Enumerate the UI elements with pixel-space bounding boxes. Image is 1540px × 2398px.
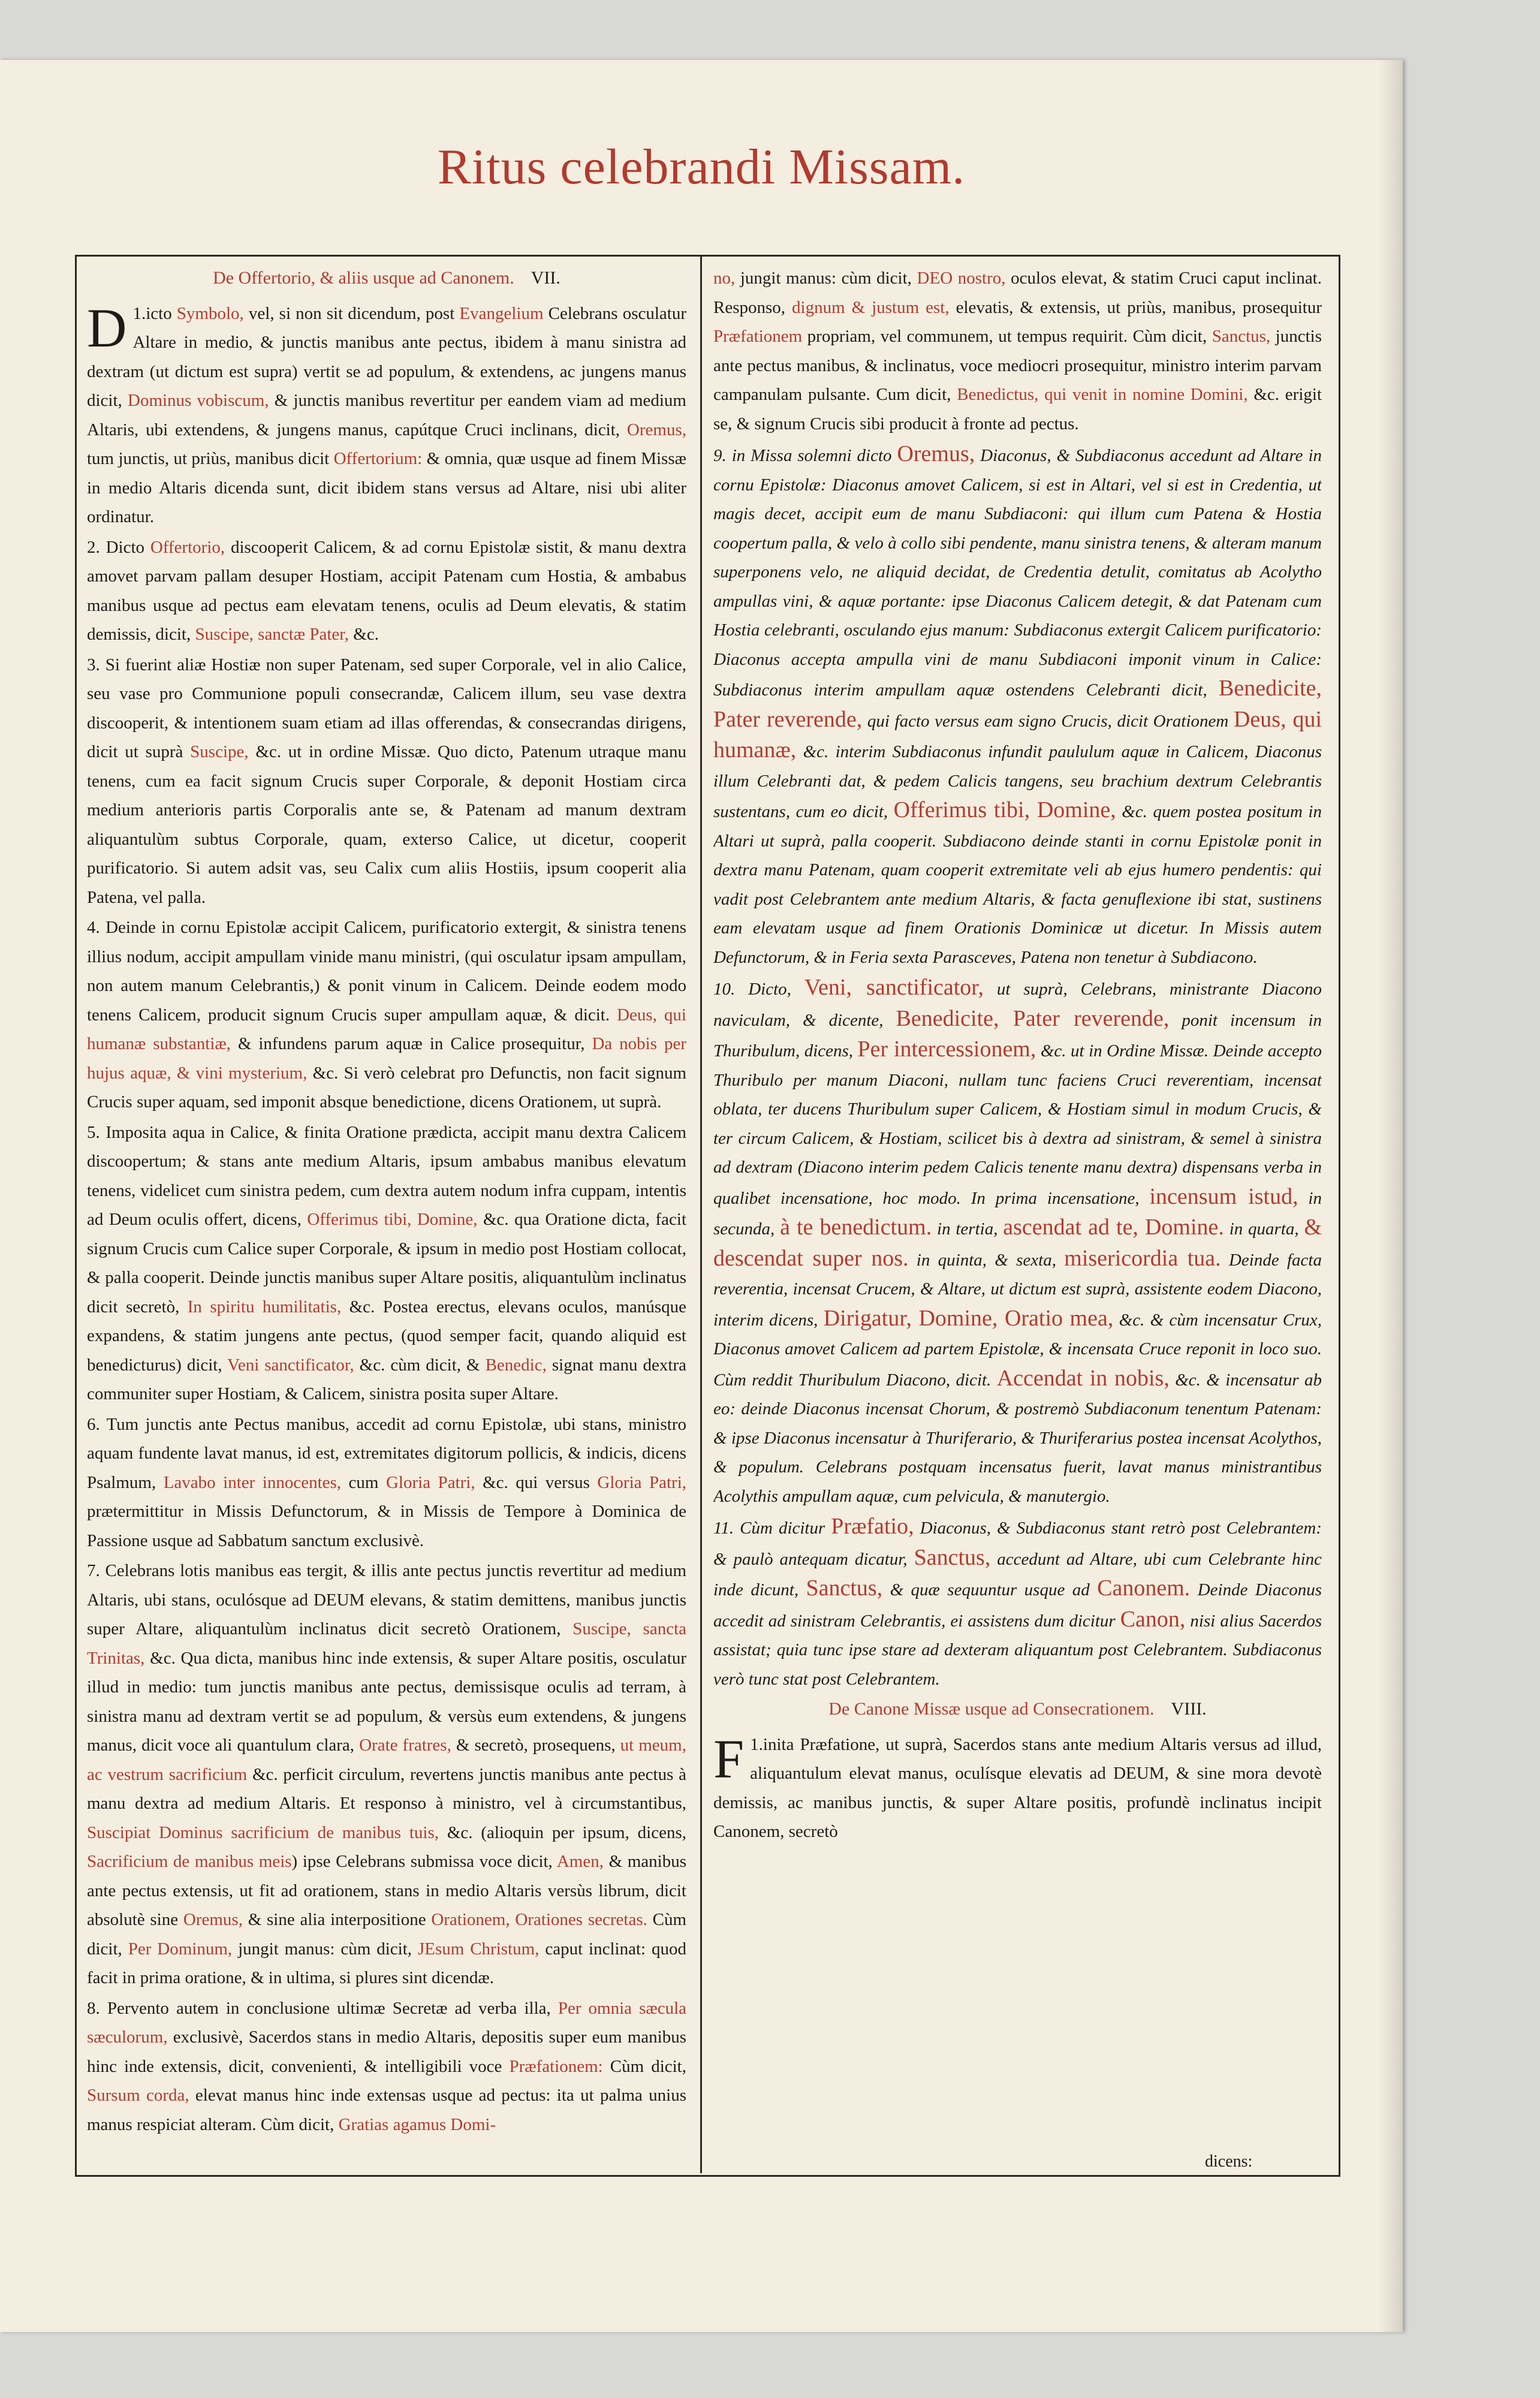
rubric: Oremus, <box>626 420 686 439</box>
paragraph-11: 11. Cùm dicitur Præfatio, Diaconus, & Subdiaconus stant retrò post Celebrantem: & paulò antequam dicatur, Sanctus, accedunt ad Altare, ubi cum Celebrante hinc inde dicunt, Sanctus, & quæ sequuntur usque ad Canonem. Deinde Diaconus accedit ad sinistram Celebrantis, ei assistens dum dicitur Canon, nisi alius Sacerdos assistat; quia tunc ipse stare ad dexteram aliquantum post Celebrantem. Subdiaconus verò tunc stat post Celebrantem. <box>713 1514 1322 1689</box>
rubric: Offerimus tibi, Domine, <box>893 797 1116 823</box>
rubric: Suscipe, sanctæ Pater, <box>195 625 349 644</box>
rubric: In spiritu humilitatis, <box>187 1297 342 1317</box>
rubric: Benedicite, Pater reverende, <box>896 1005 1170 1031</box>
paragraph-number: 1. <box>750 1734 763 1754</box>
section-number: VII. <box>531 268 560 288</box>
rubric: & descendat super nos. <box>713 1215 1322 1271</box>
rubric: Deus, qui humanæ, <box>713 706 1322 763</box>
rubric: Orate fratres, <box>359 1736 451 1755</box>
rubric: Oremus, <box>183 1910 243 1929</box>
right-column <box>713 264 1322 2164</box>
rubric: Evangelium <box>459 303 544 323</box>
rubric: Offertorio, <box>150 537 225 557</box>
catchword: dicens: <box>1205 2152 1253 2171</box>
rubric: Veni sanctificator, <box>227 1355 354 1375</box>
rubric: à te benedictum. <box>780 1215 932 1240</box>
rubric: Præfationem <box>713 327 803 346</box>
rubric: Orationes secretas. <box>515 1910 647 1929</box>
rubric: DEO nostro, <box>917 269 1006 288</box>
paragraph-number: 3. <box>87 655 100 674</box>
rubric: Dirigatur, Domine, Oratio mea, <box>823 1305 1114 1331</box>
section-heading-viii <box>713 1695 1322 1724</box>
rubric: Suscipe, <box>190 742 249 761</box>
paragraph-number: 8. <box>87 1998 100 2018</box>
rubric: Da nobis per hujus aquæ, & vini mysterium, <box>87 1034 686 1083</box>
paragraph-9: 9. in Missa solemni dicto Oremus, Diaconus, & Subdiaconus accedunt ad Altare in cornu Epistolæ: Diaconus amovet Calicem, si est in Altari, vel si est in Credentia, ut magis decet, accipit eum de manu Subdiaconi: qui illum cum Patena & Hostia coopertum palla, & velo à collo sibi pendente, manu sinistra tenens, & alteram manum superponens velo, ne aliquid decidat, de Credentia detulit, comitatus ab Acolytho ampullas vini, & aquæ portante: ipse Diaconus Calicem detegit, & dat Patenam cum Hostia celebranti, osculando ejus manum: Subdiaconus extergit Calicem purificatorio: Diaconus accepta ampulla vini de manu Subdiaconi imponit vinum in Calice: Subdiaconus interim ampullam aquæ ostendens Celebranti dicit, Benedicite, Pater reverende, qui facto versus eam signo Crucis, dicit Orationem Deus, qui humanæ, &c. interim Subdiaconus infundit paululum aquæ in Calicem, Diaconus illum Celebranti dat, & pedem Calicis tangens, seu brachium dextrum Celebrantis sustentans, cum eo dicit, Offerimus tibi, Domine, &c. quem postea positum in Altari ut suprà, palla cooperit. Subdiacono deinde stanti in cornu Epistolæ ponit in dextra manu Patenam, quam cooperit extremitate veli ab ejus humero pendentis: qui vadit post Celebrantem ante medium Altaris, & facta genuflexione ibi stat, sustinens eam elevatam usque ad finem Orationis Dominicæ ut dicetur. In Missis autem Defunctorum, & in Feria sexta Parasceves, Patena non tenetur à Subdiacono. <box>713 441 1322 967</box>
paragraph-6: 6. Tum junctis ante Pectus manibus, accedit ad cornu Epistolæ, ubi stans, ministro aquam fundente lavat manus, id est, extremitates digitorum pollicis, & indicis, dicens Psalmum, Lavabo inter innocentes, cum Gloria Patri, &c. qui versus Gloria Patri, prætermittitur in Missis Defunctorum, & in Missis de Tempore à Dominica de Passione usque ad Sabbatum sanctum exclusivè. <box>87 1414 686 1550</box>
paragraph-number: 6. <box>87 1414 100 1434</box>
paragraph-5: 5. Imposita aqua in Calice, & finita Oratione prædicta, accipit manu dextra Calicem discoopertum; & stans ante medium Altaris, ipsum ambabus manibus elevatum tenens, videlicet cum sinistra pedem, cum dextra autem nodum infra cuppam, intentis ad Deum oculis offert, dicens, Offerimus tibi, Domine, &c. qua Oratione dicta, facit signum Crucis cum Calice super Corporale, & ipsum in medio post Hostiam collocat, & palla cooperit. Deinde junctis manibus super Altare positis, aliquantulùm inclinatus dicit secretò, In spiritu humilitatis, &c. Postea erectus, elevans oculos, manúsque expandens, & statim jungens ante pectus, (quod semper facit, quando aliquid est benedicturus) dicit, Veni sanctificator, &c. cùm dicit, & Benedic, signat manu dextra communiter super Hostiam, & Calicem, sinistra posita super Altare. <box>87 1122 686 1403</box>
paragraph-10: 10. Dicto, Veni, sanctificator, ut suprà, Celebrans, ministrante Diacono naviculam, & dicente, Benedicite, Pater reverende, ponit incensum in Thuribulum, dicens, Per intercessionem, &c. ut in Ordine Missæ. Deinde accepto Thuribulo per manum Diaconi, nullam tunc faciens Cruci reverentiam, incensat oblata, ter ducens Thuribulum super Calicem, & Hostiam simul in modum Crucis, & ter circum Calicem, & Hostiam, scilicet bis à dextra ad sinistram, & semel à sinistra ad dextram (Diacono interim pedem Calicis tenente manu dextra) dispensans verba in qualibet incensatione, hoc modo. In prima incensatione, incensum istud, in secunda, à te benedictum. in tertia, ascendat ad te, Domine. in quarta, & descendat super nos. in quinta, & sexta, misericordia tua. Deinde facta reverentia, incensat Crucem, & Altare, ut dictum est suprà, assistente eodem Diacono, interim dicens, Dirigatur, Domine, Oratio mea, &c. & cùm incensatur Crux, Diaconus amovet Calicem ad partem Epistolæ, & incensata Cruce reponit in loco suo. Cùm reddit Thuribulum Diacono, dicit. Accendat in nobis, &c. & incensatur ab eo: deinde Diaconus incensat Chorum, & postremò Subdiaconum tenentum Patenam: & ipse Diaconus incensatur à Thuriferario, & Thuriferarius postea incensat Acolythos, & populum. Celebrans postquam incensatus fuerit, lavat manus ministrantibus Acolythis ampullam aquæ, cum pelvicula, & manutergio. <box>713 975 1322 1506</box>
rubric: Gloria Patri, <box>385 1472 475 1492</box>
rubric: misericordia tua. <box>1064 1245 1221 1271</box>
rubric: Præfatio, <box>831 1514 914 1539</box>
rubric: Canonem. <box>1097 1575 1191 1601</box>
running-head: Ritus celebrandi Missam. <box>437 139 966 195</box>
paragraph-number: 11. <box>713 1519 734 1538</box>
paragraph-number: 10. <box>713 980 736 999</box>
paragraph-4: 4. Deinde in cornu Epistolæ accipit Calicem, purificatorio extergit, & sinistra tenens illius nodum, accipit ampullam vinide manu ministri, (qui osculatur ipsam ampullam, non autem manum Celebrantis,) & ponit vinum in Calicem. Deinde eodem modo tenens Calicem, producit signum Crucis super ampullam aquæ, & dicit. Deus, qui humanæ substantiæ, & infundens parum aquæ in Calice prosequitur, Da nobis per hujus aquæ, & vini mysterium, &c. Si verò celebrat pro Defunctis, non facit signum Crucis super aquam, sed imponit absque benedictione, dicens Orationem, ut suprà. <box>87 918 686 1111</box>
rubric: Deus, qui humanæ substantiæ, <box>87 1005 686 1053</box>
rubric: Sacrificium de manibus meis <box>87 1852 292 1871</box>
rubric: Per intercessionem, <box>857 1037 1036 1062</box>
rubric: Symbolo, <box>176 303 244 323</box>
paragraph-1: 1. D icto Symbolo, vel, si non sit dicendum, post Evangelium Celebrans osculatur Altare in medio, & junctis manibus ante pectus, ibidem à manu sinistra ad dextram (ut dictum est supra) vertit se ad populum, & extendens, ac jungens manus dicit, Dominus vobiscum, & junctis manibus revertitur per eandem viam ad medium Altaris, ubi extendens, & jungens manus, capútque Cruci inclinans, dicit, Oremus, tum junctis, ut priùs, manibus dicit Offertorium: & omnia, quæ usque ad finem Missæ in medio Altaris dicenda sunt, dicit ibidem stans versus ad Altare, nisi ubi aliter ordinatur. <box>87 297 686 526</box>
drop-cap-initial: D <box>87 297 127 359</box>
paragraph-8: 8. Pervento autem in conclusione ultimæ Secretæ ad verba illa, Per omnia sæcula sæculorum, exclusivè, Sacerdos stans in medio Altaris, depositis super eum manibus hinc inde extensis, dicit, convenienti, & intelligibili voce Præfationem: Cùm dicit, Sursum corda, elevat manus hinc inde extensas usque ad pectus: ita ut palma unius manus respiciat alteram. Cùm dicit, Gratias agamus Domi- <box>87 1998 686 2134</box>
section-heading-vii <box>87 264 686 293</box>
paragraph-number: 1. <box>132 303 146 323</box>
rubric: Gloria Patri, <box>597 1472 686 1492</box>
rubric: Offerimus tibi, Domine, <box>307 1210 478 1229</box>
paragraph-number: 9. <box>713 446 727 465</box>
paragraph-7: 7. Celebrans lotis manibus eas tergit, & illis ante pectus junctis revertitur ad medium Altaris, ubi stans, oculósque ad DEUM elevans, & statim demittens, manibus junctis super Altare, aliquantulùm inclinatus dicit secretò Orationem, Suscipe, sancta Trinitas, &c. Qua dicta, manibus hinc inde extensis, & super Altare positis, osculatur illud in medio: tum junctis manibus ante pectus, demissisque oculis ad terram, à sinistra manu ad dextram vertit se ad populum, & versùs eum extendens, & jungens manus, dicit voce ali quantulum clara, Orate fratres, & secretò, prosequens, ut meum, ac vestrum sacrificium &c. perficit circulum, revertens junctis manibus ante pectus à manu dextra ad medium Altaris. Et responso à ministro, vel à circumstantibus, Suscipiat Dominus sacrificium de manibus tuis, &c. (alioquin per ipsum, dicens, Sacrificium de manibus meis) ipse Celebrans submissa voce dicit, Amen, & manibus ante pectus extensis, ut fit ad orationem, stans in medio Altaris versùs librum, dicit absolutè sine Oremus, & sine alia interpositione Orationem, Orationes secretas. Cùm dicit, Per Dominum, jungit manus: cùm dicit, JEsum Christum, caput inclinat: quod facit in prima oratione, & in ultima, si plures sint dicendæ. <box>87 1561 686 1987</box>
rubric: Sanctus, <box>806 1575 883 1601</box>
paragraph-3: 3. Si fuerint aliæ Hostiæ non super Patenam, sed super Corporale, vel in alio Calice, seu vase pro Communione populi consecrandæ, Calicem illum, seu vase dextra discooperit, & intentionem suam etiam ad illas offerendas, & consecrandas dirigens, dicit ut suprà Suscipe, &c. ut in ordine Missæ. Quo dicto, Patenum utraque manu tenens, cum ea facit signum Crucis super Corporale, & deponit Hostiam circa medium anterioris partis Corporalis ante se, & Patenam ad manum dextram aliquantulùm subtus Corporale, quam, exterso Calice, ut dicetur, cooperit purificatorio. Si autem adsit vas, seu Calix cum aliis Hostiis, ipsum cooperit alia Patena, vel palla. <box>87 655 686 907</box>
rubric: Sanctus, <box>914 1544 991 1570</box>
rubric: Dominus vobiscum, <box>128 391 269 410</box>
rubric: Amen, <box>556 1852 604 1871</box>
rubric: dignum & justum est, <box>792 297 950 317</box>
rubric: Accendat in nobis, <box>996 1365 1170 1391</box>
rubric: Oremus, <box>897 441 975 466</box>
column-rule <box>700 255 702 2173</box>
page-edge-shadow <box>1379 60 1403 2332</box>
rubric: Suscipiat Dominus sacrificium de manibus tuis, <box>87 1822 439 1842</box>
paragraph-number: 5. <box>87 1122 100 1142</box>
rubric: Per omnia sæcula sæculorum, <box>87 1998 686 2047</box>
paragraph-continued: no, jungit manus: cùm dicit, DEO nostro, oculos elevat, & statim Cruci caput inclinat. Responso, dignum & justum est, elevatis, & extensis, ut priùs, manibus, prosequitur Præfationem propriam, vel communem, ut tempus requirit. Cùm dicit, Sanctus, junctis ante pectus manibus, & inclinatus, voce mediocri prosequitur, ministro interim parvam campanulam pulsante. Cum dicit, Benedictus, qui venit in nomine Domini, &c. erigit se, & signum Crucis sibi producit à fronte ad pectus. <box>713 269 1322 433</box>
rubric: Offertorium: <box>333 449 423 468</box>
section-heading-text: De Offertorio, & aliis usque ad Canonem. <box>213 268 514 288</box>
rubric: Benedictus, qui venit in nomine Domini, <box>957 385 1248 404</box>
rubric: Sursum corda, <box>87 2086 189 2105</box>
paragraph-2: 2. Dicto Offertorio, discooperit Calicem, & ad cornu Epistolæ sistit, & manu dextra amovet parvam pallam desuper Hostiam, accipit Patenam cum Hostia, & ambabus manibus usque ad pectus eam elevatam tenens, oculis ad Deum elevatis, & statim demissis, dicit, Suscipe, sanctæ Pater, &c. <box>87 537 686 644</box>
section-number: VIII. <box>1171 1699 1207 1719</box>
rubric: Canon, <box>1120 1606 1186 1632</box>
rubric: incensum istud, <box>1149 1183 1298 1209</box>
paragraph-number: 2. <box>87 537 100 557</box>
drop-cap-initial: F <box>713 1728 745 1790</box>
rubric: Veni, sanctificator, <box>804 975 984 1000</box>
rubric: Præfationem: <box>509 2056 603 2076</box>
left-column <box>87 264 686 2164</box>
rubric: Suscipe, sancta Trinitas, <box>87 1619 686 1668</box>
rubric: Benedic, <box>485 1355 547 1375</box>
rubric: ut meum, ac vestrum sacrificium <box>87 1736 686 1784</box>
paragraph-number: 4. <box>87 918 100 937</box>
paragraph-number: 7. <box>87 1561 100 1580</box>
rubric: ascendat ad te, Domine. <box>1003 1215 1224 1240</box>
rubric: Benedicite, Pater reverende, <box>713 676 1322 732</box>
rubric: Lavabo inter innocentes, <box>163 1472 342 1492</box>
rubric: Gratias agamus Domi- <box>338 2114 496 2134</box>
rubric: Sanctus, <box>1211 327 1271 346</box>
rubric: no, <box>713 269 736 288</box>
rubric: Per Dominum, <box>128 1939 233 1959</box>
canon-paragraph-1: 1. F inita Præfatione, ut suprà, Sacerdos stans ante medium Altaris versus ad illud, aliquantulum elevat manus, oculísque elevatis ad DEUM, & sine mora devotè demissis, ac manibus junctis, & super Altare positis, profundè inclinatus incipit Canonem, secretò <box>713 1728 1322 1841</box>
section-heading-text: De Canone Missæ usque ad Consecrationem. <box>828 1699 1155 1719</box>
rubric: Orationem, <box>431 1910 510 1929</box>
rubric: JEsum Christum, <box>417 1939 540 1959</box>
